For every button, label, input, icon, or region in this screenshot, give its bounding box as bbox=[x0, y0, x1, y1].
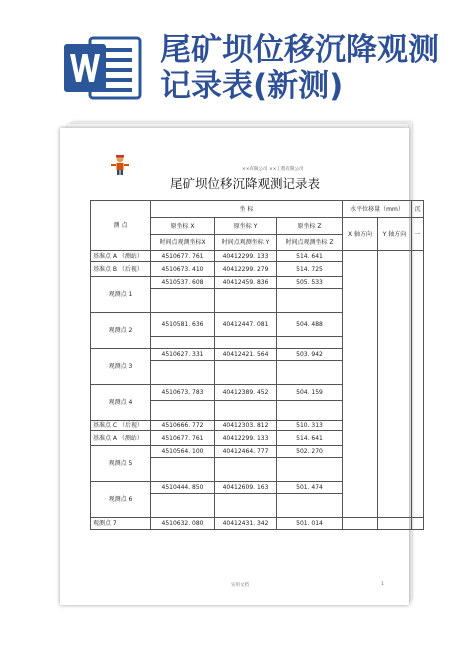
point-label: 观测点 7 bbox=[91, 518, 151, 530]
cell-x: 4510677. 761 bbox=[151, 251, 215, 262]
cell-empty bbox=[277, 361, 343, 385]
cell-y: 40412299. 279 bbox=[215, 262, 277, 277]
point-label: 观测点 3 bbox=[91, 349, 151, 385]
point-label: 观测点 1 bbox=[91, 277, 151, 313]
cell-empty bbox=[151, 361, 215, 385]
cell-z: 505. 533 bbox=[277, 277, 343, 289]
cell-y: 40412431. 342 bbox=[215, 518, 277, 530]
cell-empty bbox=[215, 361, 277, 385]
word-app-icon bbox=[62, 34, 144, 102]
document-title: 尾矿坝位移沉降观测记录表 bbox=[170, 176, 321, 191]
point-label: 观测点 6 bbox=[91, 482, 151, 518]
document-page bbox=[60, 128, 421, 605]
header-orig-x: 原坐标 X bbox=[151, 218, 215, 235]
header-settlement: 沉 bbox=[412, 201, 424, 218]
point-label: 基准点 A （测站） bbox=[91, 431, 151, 446]
cell-empty bbox=[151, 337, 215, 349]
header-orig-z: 原坐标 Z bbox=[277, 218, 343, 235]
point-label: 基准点 C （后视） bbox=[91, 421, 151, 431]
header-orig-y: 原坐标 Y bbox=[215, 218, 277, 235]
cell-empty bbox=[277, 337, 343, 349]
cell-z: 510. 313 bbox=[277, 421, 343, 431]
cell-z: 504. 488 bbox=[277, 313, 343, 337]
cell-empty bbox=[412, 518, 424, 530]
header-time-y: 时间点观测坐标 Y bbox=[215, 235, 277, 251]
cell-y: 40412299. 133 bbox=[215, 431, 277, 446]
cell-x: 4510537. 608 bbox=[151, 277, 215, 289]
cell-empty bbox=[277, 289, 343, 313]
table-row bbox=[91, 251, 424, 262]
cell-x: 4510581. 636 bbox=[151, 313, 215, 337]
header-time-x: 时间点观测坐标X bbox=[151, 235, 215, 251]
worker-logo-icon bbox=[110, 154, 130, 176]
cell-y: 40412299. 133 bbox=[215, 251, 277, 262]
cell-z: 501. 474 bbox=[277, 482, 343, 494]
observation-table bbox=[90, 200, 424, 530]
cell-empty bbox=[151, 494, 215, 518]
cell-empty bbox=[277, 401, 343, 421]
cell-y: 40412464. 777 bbox=[215, 446, 277, 458]
cell-y: 40412459. 836 bbox=[215, 277, 277, 289]
page-number: 1 bbox=[381, 582, 384, 587]
cell-z: 514. 725 bbox=[277, 262, 343, 277]
point-label: 基准点 B （后视） bbox=[91, 262, 151, 277]
header-displacement: 水平位移量（mm） bbox=[343, 201, 412, 218]
header-time-z: 时间点观测坐标 Z bbox=[277, 235, 343, 251]
table-row bbox=[91, 518, 424, 530]
header-x-direction: X 轴方向 bbox=[343, 218, 378, 251]
footer-text: 实用文档 bbox=[231, 583, 249, 588]
header-y-direction: Y 轴方向 bbox=[378, 218, 412, 251]
point-label: 基准点 A （测站） bbox=[91, 251, 151, 262]
point-label: 观测点 2 bbox=[91, 313, 151, 349]
table-header-row bbox=[91, 201, 424, 218]
header-coord: 坐 标 bbox=[151, 201, 343, 218]
cell-empty bbox=[343, 251, 378, 518]
point-label: 观测点 4 bbox=[91, 385, 151, 421]
cell-empty bbox=[151, 458, 215, 482]
cell-z: 502. 270 bbox=[277, 446, 343, 458]
cell-z: 501. 014 bbox=[277, 518, 343, 530]
cell-y: 40412447. 081 bbox=[215, 313, 277, 337]
cell-y: 40412421. 564 bbox=[215, 349, 277, 361]
org-line: ××有限公司 ××工程有限公司 bbox=[242, 167, 304, 172]
cell-y: 40412609. 163 bbox=[215, 482, 277, 494]
cell-empty bbox=[277, 458, 343, 482]
cell-x: 4510564. 100 bbox=[151, 446, 215, 458]
page-title: 尾矿坝位移沉降观测记录表(新测) bbox=[160, 32, 439, 104]
cell-z: 503. 942 bbox=[277, 349, 343, 361]
point-label: 观测点 5 bbox=[91, 446, 151, 482]
cell-empty bbox=[215, 458, 277, 482]
header-point: 测 点 bbox=[91, 201, 151, 251]
cell-y: 40412303. 812 bbox=[215, 421, 277, 431]
cell-empty bbox=[378, 251, 412, 518]
cell-empty bbox=[378, 518, 412, 530]
cell-empty bbox=[215, 289, 277, 313]
cell-x: 4510677. 761 bbox=[151, 431, 215, 446]
cell-empty bbox=[215, 337, 277, 349]
banner bbox=[0, 0, 474, 125]
cell-x: 4510444. 850 bbox=[151, 482, 215, 494]
cell-z: 514. 641 bbox=[277, 431, 343, 446]
cell-empty bbox=[215, 494, 277, 518]
cell-empty bbox=[151, 289, 215, 313]
cell-x: 4510632. 080 bbox=[151, 518, 215, 530]
cell-x: 4510666. 772 bbox=[151, 421, 215, 431]
cell-x: 4510673. 783 bbox=[151, 385, 215, 401]
cell-empty bbox=[151, 401, 215, 421]
cell-z: 514. 641 bbox=[277, 251, 343, 262]
cell-z: 504. 159 bbox=[277, 385, 343, 401]
cell-x: 4510673. 410 bbox=[151, 262, 215, 277]
cell-empty bbox=[343, 518, 378, 530]
header-settlement-sub: 一 bbox=[412, 218, 424, 251]
cell-x: 4510627. 331 bbox=[151, 349, 215, 361]
cell-y: 40412389. 452 bbox=[215, 385, 277, 401]
cell-empty bbox=[412, 251, 424, 518]
cell-empty bbox=[277, 494, 343, 518]
cell-empty bbox=[215, 401, 277, 421]
